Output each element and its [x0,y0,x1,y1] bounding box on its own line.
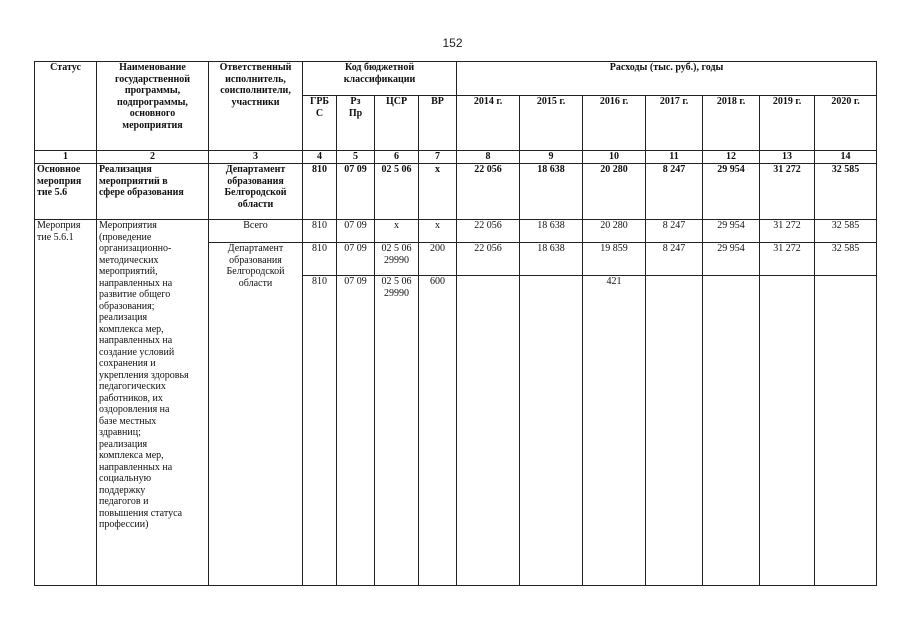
sub-event-total-grbs: 810 [303,220,337,243]
sub-event-vr200-rzpr: 07 09 [337,243,375,276]
sub-event-vr200-grbs: 810 [303,243,337,276]
main-event-value-2016: 20 280 [583,164,646,220]
sub-event-vr600-value-2019 [760,276,815,586]
header-year-2020: 2020 г. [815,96,877,151]
main-event-csr: 02 5 06 [375,164,419,220]
sub-event-vr600-value-2017 [646,276,703,586]
column-number: 3 [209,151,303,164]
header-year-2019: 2019 г. [760,96,815,151]
sub-event-vr600-csr: 02 5 06 29990 [375,276,419,586]
column-number: 7 [419,151,457,164]
sub-event-vr600-grbs: 810 [303,276,337,586]
sub-event-vr600-value-2020 [815,276,877,586]
header-year-2018: 2018 г. [703,96,760,151]
main-event-executor: Департамент образования Белгородской области [209,164,303,220]
main-event-value-2018: 29 954 [703,164,760,220]
header-grbs: ГРБ С [303,96,337,151]
header-budget-code: Код бюджетной классификации [303,62,457,96]
sub-event-executor: Департамент образования Белгородской области [209,243,303,586]
main-event-grbs: 810 [303,164,337,220]
sub-event-vr200-value-2017: 8 247 [646,243,703,276]
header-year-2017: 2017 г. [646,96,703,151]
main-event-value-2014: 22 056 [457,164,520,220]
sub-event-total-csr: х [375,220,419,243]
sub-event-status: Мероприя тие 5.6.1 [35,220,97,586]
column-number: 13 [760,151,815,164]
column-number: 11 [646,151,703,164]
sub-event-total-vr: х [419,220,457,243]
header-row [35,62,877,96]
sub-event-name: Мероприятия (проведение организационно- методических мероприятий, направленных на развитие общего образования; реализация комплекса мер, направленных на создание условий сохранения и укрепления здоровья педагогических работников, их оздоровления на базе местных здравниц; реализация комплекса мер, направленных на социальную поддержку педагогов и повышения статуса профессии) [97,220,209,586]
sub-event-vr600-value-2014 [457,276,520,586]
main-event-rzpr: 07 09 [337,164,375,220]
sub-event-total-value-2014: 22 056 [457,220,520,243]
header-year-2016: 2016 г. [583,96,646,151]
column-number: 9 [520,151,583,164]
header-name: Наименование государственной программы, подпрограммы, основного мероприятия [97,62,209,151]
sub-event-total-row [35,220,877,243]
column-number: 10 [583,151,646,164]
sub-event-total-value-2015: 18 638 [520,220,583,243]
sub-event-vr600-rzpr: 07 09 [337,276,375,586]
column-number: 1 [35,151,97,164]
sub-event-vr200-value-2020: 32 585 [815,243,877,276]
sub-event-vr600-value-2018 [703,276,760,586]
sub-event-total-value-2016: 20 280 [583,220,646,243]
header-status: Статус [35,62,97,151]
main-event-value-2020: 32 585 [815,164,877,220]
main-event-row [35,164,877,220]
column-number: 12 [703,151,760,164]
sub-event-vr200-value-2016: 19 859 [583,243,646,276]
main-event-name: Реализация мероприятий в сфере образования [97,164,209,220]
column-number: 4 [303,151,337,164]
header-rzpr: Рз Пр [337,96,375,151]
header-expenses: Расходы (тыс. руб.), годы [457,62,877,96]
sub-event-vr200-value-2015: 18 638 [520,243,583,276]
sub-event-total-executor: Всего [209,220,303,243]
sub-event-vr200-value-2014: 22 056 [457,243,520,276]
header-executor: Ответственный исполнитель, соисполнители, участники [209,62,303,151]
sub-event-vr200-vr: 200 [419,243,457,276]
header-year-2014: 2014 г. [457,96,520,151]
sub-event-total-value-2018: 29 954 [703,220,760,243]
sub-event-vr600-value-2015 [520,276,583,586]
column-number: 2 [97,151,209,164]
header-vr: ВР [419,96,457,151]
column-number: 6 [375,151,419,164]
sub-event-vr600-value-2016: 421 [583,276,646,586]
page-number: 152 [442,36,463,50]
header-csr: ЦСР [375,96,419,151]
column-number: 14 [815,151,877,164]
sub-event-vr600-vr: 600 [419,276,457,586]
column-number-row [35,151,877,164]
main-event-value-2019: 31 272 [760,164,815,220]
sub-event-vr200-value-2019: 31 272 [760,243,815,276]
sub-event-total-value-2019: 31 272 [760,220,815,243]
main-event-value-2015: 18 638 [520,164,583,220]
column-number: 5 [337,151,375,164]
column-number: 8 [457,151,520,164]
main-event-vr: х [419,164,457,220]
sub-event-total-value-2017: 8 247 [646,220,703,243]
sub-event-vr200-csr: 02 5 06 29990 [375,243,419,276]
header-year-2015: 2015 г. [520,96,583,151]
budget-table [34,61,877,586]
sub-event-total-rzpr: 07 09 [337,220,375,243]
main-event-status: Основное мероприя тие 5.6 [35,164,97,220]
main-event-value-2017: 8 247 [646,164,703,220]
sub-event-vr200-value-2018: 29 954 [703,243,760,276]
sub-event-total-value-2020: 32 585 [815,220,877,243]
